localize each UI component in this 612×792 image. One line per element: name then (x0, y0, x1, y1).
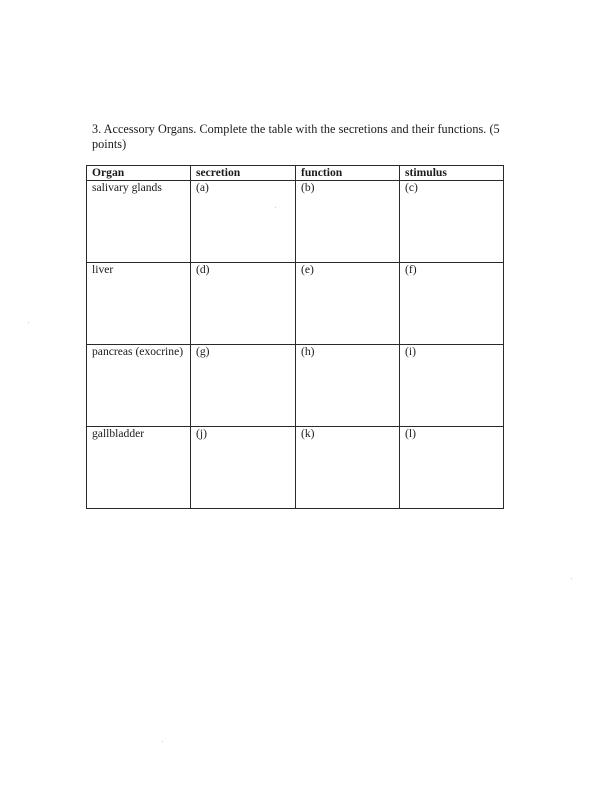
stimulus-cell: (l) (400, 427, 504, 509)
organ-cell: salivary glands (87, 181, 191, 263)
secretion-cell: (a) (191, 181, 296, 263)
header-stimulus: stimulus (400, 166, 504, 181)
function-cell: (k) (296, 427, 400, 509)
stimulus-cell: (i) (400, 345, 504, 427)
table-row (87, 345, 504, 427)
header-secretion: secretion (191, 166, 296, 181)
header-function: function (296, 166, 400, 181)
secretion-cell: (j) (191, 427, 296, 509)
secretion-cell: (d) (191, 263, 296, 345)
scan-speck (275, 207, 276, 208)
organ-cell: pancreas (exocrine) (87, 345, 191, 427)
secretion-cell: (g) (191, 345, 296, 427)
scan-speck (28, 322, 29, 323)
function-cell: (h) (296, 345, 400, 427)
stimulus-cell: (c) (400, 181, 504, 263)
scan-speck (162, 741, 163, 742)
scan-speck (571, 578, 572, 579)
question-text: 3. Accessory Organs. Complete the table with the secretions and their functions. (5 points) (92, 122, 500, 151)
organ-cell: liver (87, 263, 191, 345)
table-header-row (87, 166, 504, 181)
table-row (87, 181, 504, 263)
function-cell: (b) (296, 181, 400, 263)
function-cell: (e) (296, 263, 400, 345)
table-row (87, 263, 504, 345)
stimulus-cell: (f) (400, 263, 504, 345)
table-row (87, 427, 504, 509)
header-organ: Organ (87, 166, 191, 181)
organ-cell: gallbladder (87, 427, 191, 509)
accessory-organs-table (86, 165, 504, 509)
